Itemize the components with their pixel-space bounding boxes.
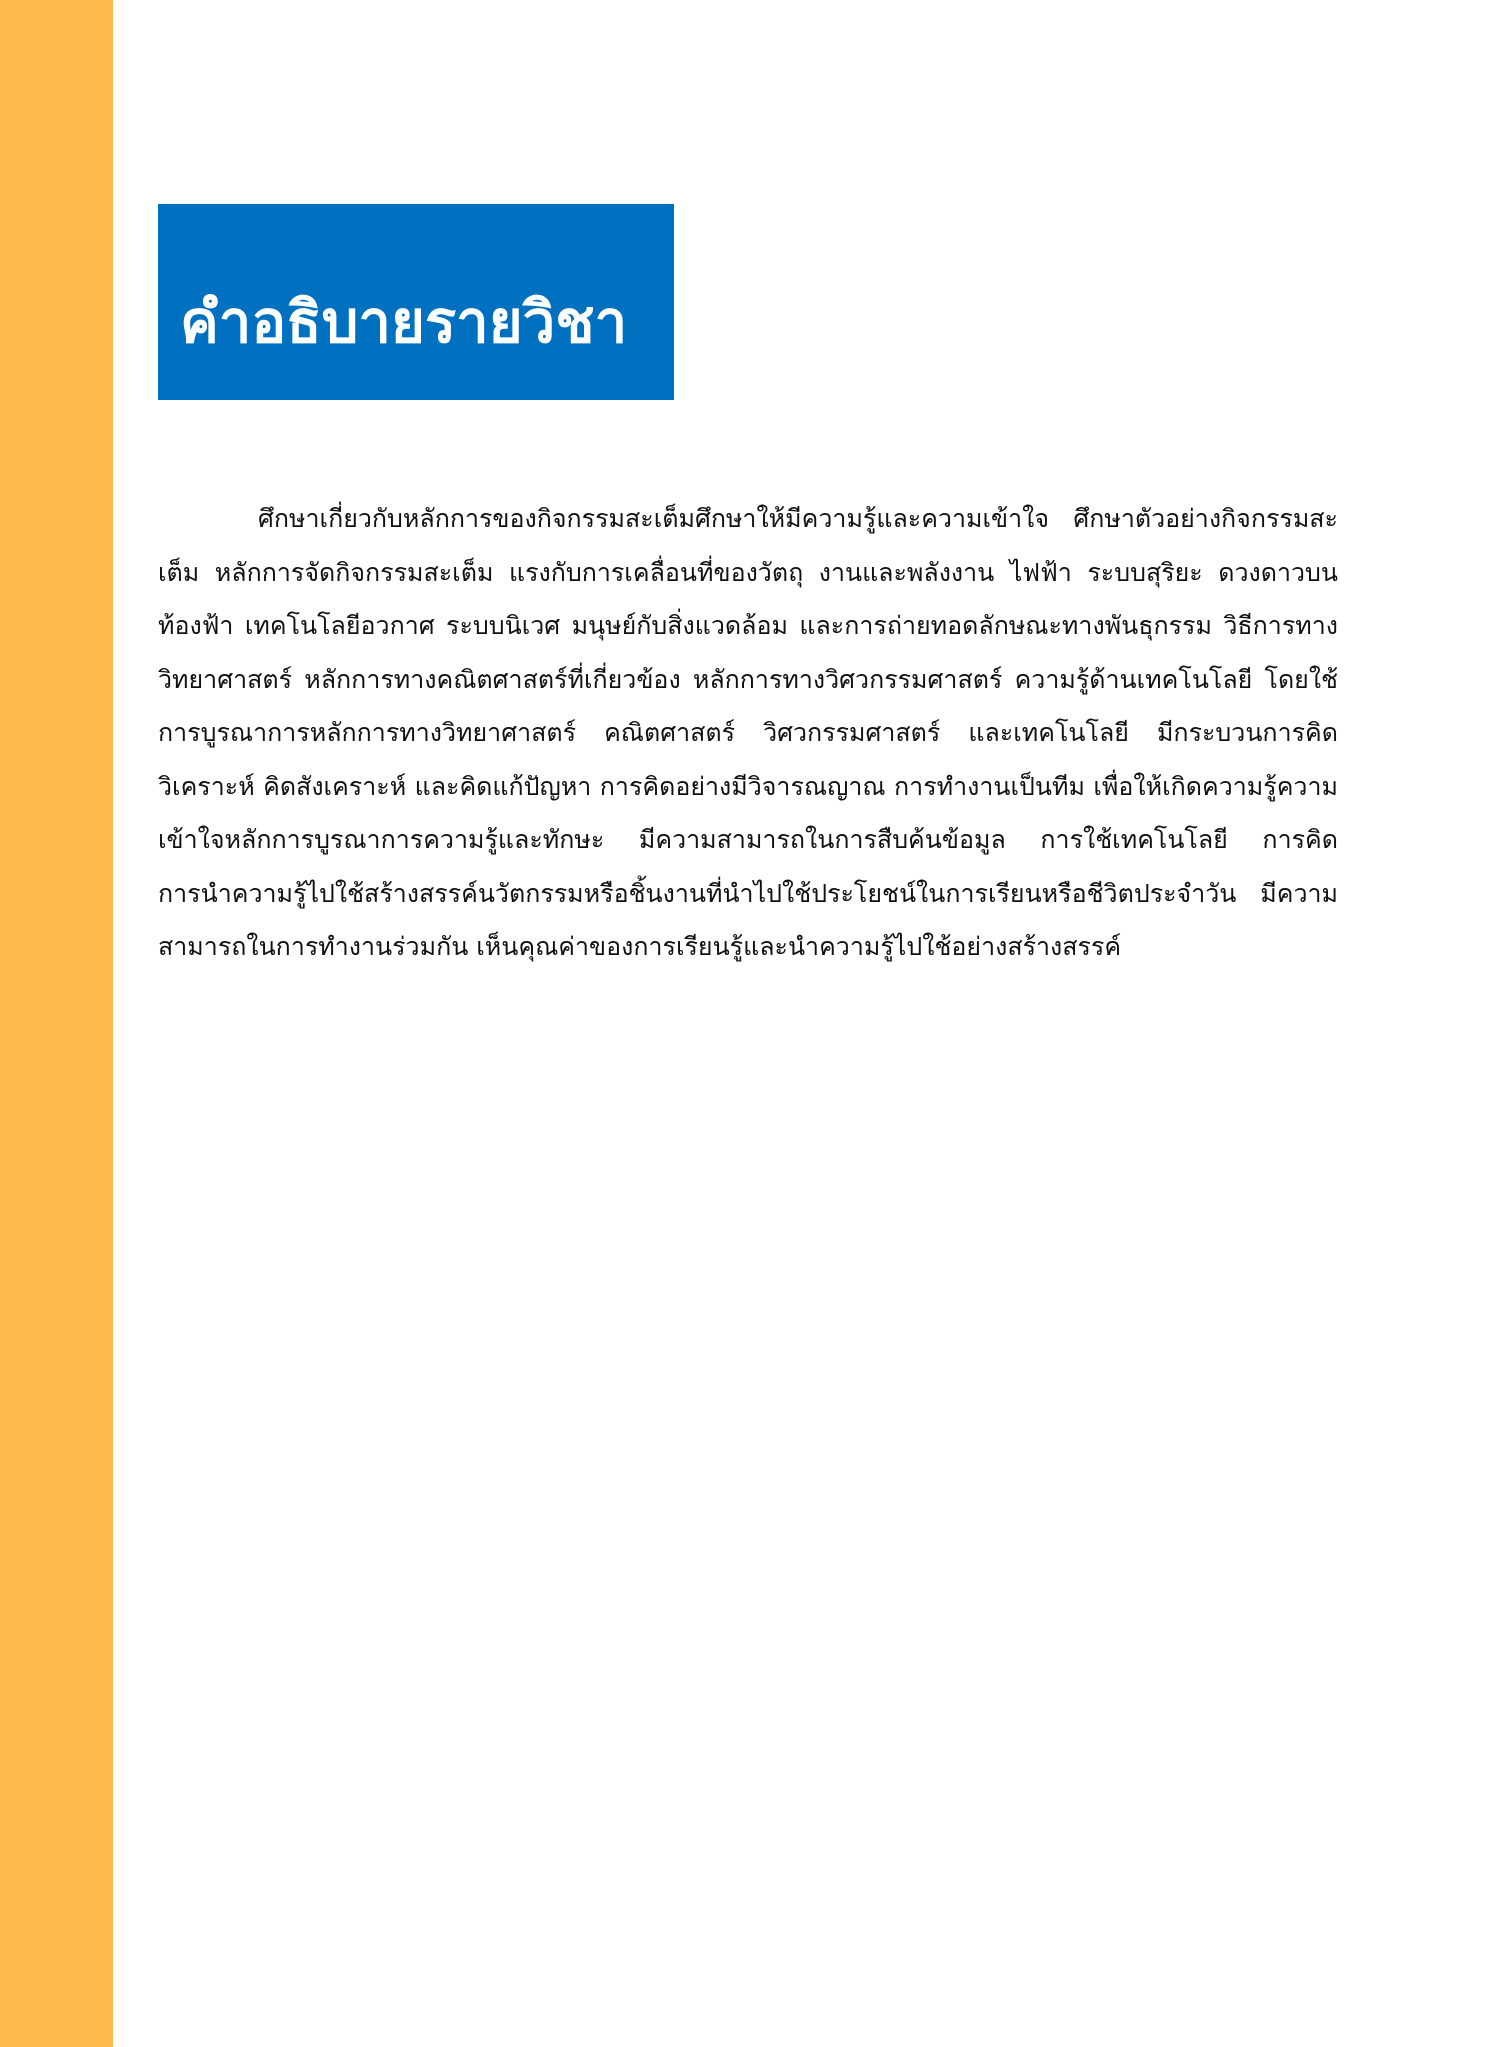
course-description-paragraph: ศึกษาเกี่ยวกับหลักการของกิจกรรมสะเต็มศึกษาให้มีความรู้และความเข้าใจ ศึกษาตัวอย่างกิจกรรมสะเต็ม หลักการจัดกิจกรรมสะเต็ม แรงกับการเคลื่อนที่ของวัตถุ งานและพลังงาน ไฟฟ้า ระบบสุริยะ ดวงดาวบนท้องฟ้า เทคโนโลยีอวกาศ ระบบนิเวศ มนุษย์กับสิ่งแวดล้อม และการถ่ายทอดลักษณะทางพันธุกรรม วิธีการทางวิทยาศาสตร์ หลักการทางคณิตศาสตร์ที่เกี่ยวข้อง หลักการทางวิศวกรรมศาสตร์ ความรู้ด้านเทคโนโลยี โดยใช้การบูรณาการหลักการทางวิทยาศาสตร์ คณิตศาสตร์ วิศวกรรมศาสตร์ และเทคโนโลยี มีกระบวนการคิดวิเคราะห์ คิดสังเคราะห์ และคิดแก้ปัญหา การคิดอย่างมีวิจารณญาณ การทำงานเป็นทีม เพื่อให้เกิดความรู้ความเข้าใจหลักการบูรณาการความรู้และทักษะ มีความสามารถในการสืบค้นข้อมูล การใช้เทคโนโลยี การคิด การนำความรู้ไปใช้สร้างสรรค์นวัตกรรมหรือชิ้นงานที่นำไปใช้ประโยชน์ในการเรียนหรือชีวิตประจำวัน มีความสามารถในการทำงานร่วมกัน เห็นคุณค่าของการเรียนรู้และนำความรู้ไปใช้อย่างสร้างสรรค์	[158, 504, 1338, 961]
section-heading-box	[158, 204, 674, 400]
side-accent-stripe	[0, 0, 113, 2047]
section-heading-title: คำอธิบายรายวิชา	[180, 288, 628, 356]
